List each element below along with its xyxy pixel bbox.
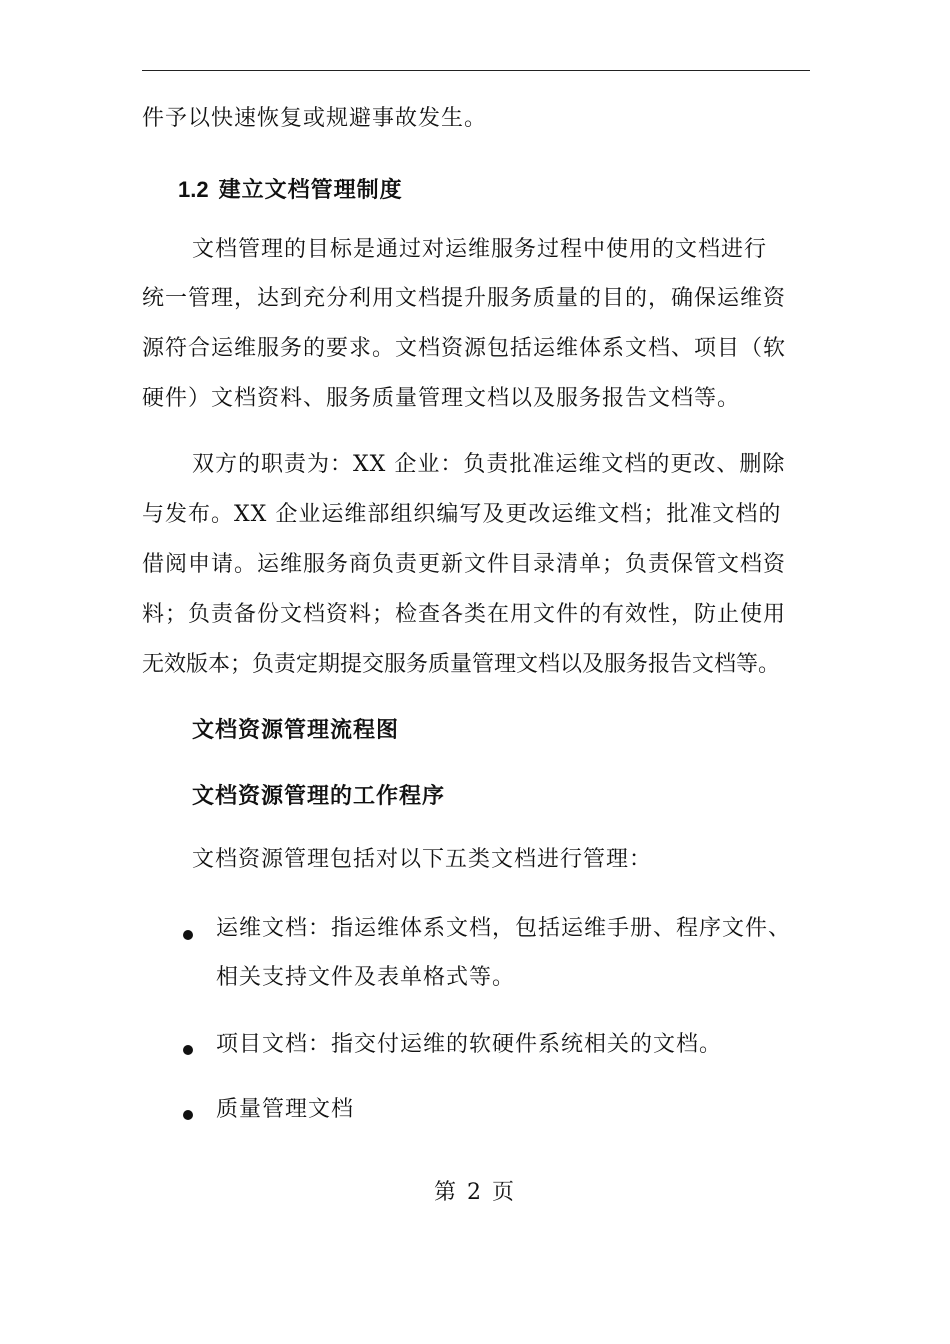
bullet-dot (183, 930, 193, 940)
section-heading (178, 175, 403, 205)
bullet-item-text: 相关支持文件及表单格式等。 (216, 965, 516, 990)
procedure-heading: 文档资源管理的工作程序 (192, 783, 446, 809)
paragraph-line: 无效版本；负责定期提交服务质量管理文档以及服务报告文档等。 (142, 652, 781, 677)
paragraph-line: 硬件）文档资料、服务质量管理文档以及服务报告文档等。 (142, 386, 741, 411)
paragraph-line: 与发布。XX 企业运维部组织编写及更改运维文档；批准文档的 (142, 502, 782, 527)
page-number: 第 2 页 (434, 1180, 516, 1205)
bullet-dot (183, 1045, 193, 1055)
bullet-item-text: 质量管理文档 (216, 1097, 355, 1122)
header-rule (142, 70, 810, 71)
paragraph-line: 料；负责备份文档资料；检查各类在用文件的有效性，防止使用 (142, 602, 787, 627)
paragraph-line: 源符合运维服务的要求。文档资源包括运维体系文档、项目（软 (142, 336, 787, 361)
paragraph-line: 统一管理，达到充分利用文档提升服务质量的目的，确保运维资 (142, 286, 787, 311)
paragraph-line: 借阅申请。运维服务商负责更新文件目录清单；负责保管文档资 (142, 552, 787, 577)
section-title: 建立文档管理制度 (218, 177, 403, 203)
bullet-item-text: 项目文档：指交付运维的软硬件系统相关的文档。 (216, 1032, 723, 1057)
flowchart-heading: 文档资源管理流程图 (192, 717, 400, 743)
paragraph-line: 双方的职责为：XX 企业：负责批准运维文档的更改、删除 (192, 452, 786, 477)
continuation-text: 件予以快速恢复或规避事故发生。 (142, 106, 488, 131)
intro-text: 文档资源管理包括对以下五类文档进行管理： (192, 847, 653, 872)
bullet-dot (183, 1110, 193, 1120)
section-number: 1.2 (178, 177, 209, 202)
bullet-item-text: 运维文档：指运维体系文档，包括运维手册、程序文件、 (216, 916, 792, 941)
paragraph-line: 文档管理的目标是通过对运维服务过程中使用的文档进行 (192, 237, 768, 262)
